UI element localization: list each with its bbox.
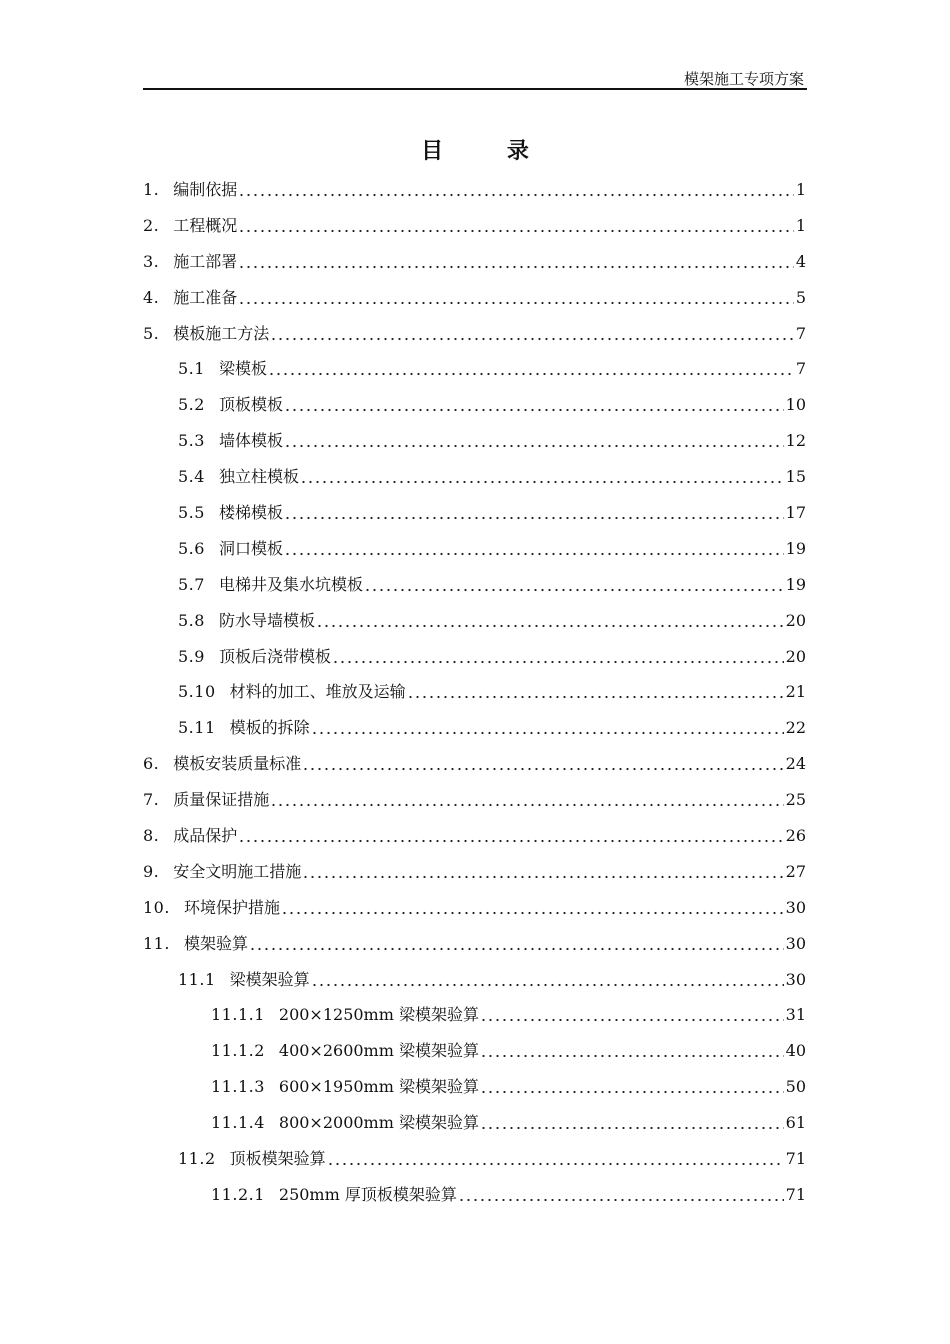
toc-dot-leader <box>302 862 783 882</box>
toc-entry[interactable] <box>143 710 806 746</box>
toc-entry-number: 11.1.2 <box>211 1041 265 1061</box>
toc-entry[interactable] <box>143 1105 806 1141</box>
toc-entry-page: 1 <box>795 215 806 235</box>
toc-entry-number: 11.2.1 <box>211 1184 265 1204</box>
toc-entry-number: 11.1.1 <box>211 1005 265 1025</box>
toc-entry[interactable] <box>143 997 806 1033</box>
toc-entry[interactable] <box>143 603 806 639</box>
toc-entry-page: 5 <box>795 287 806 307</box>
toc-entry-title: 施工部署 <box>173 251 238 271</box>
toc-entry-title: 模板安装质量标准 <box>173 754 302 774</box>
toc-entry[interactable] <box>143 387 806 423</box>
toc-entry[interactable] <box>143 280 806 316</box>
toc-dot-leader <box>238 826 783 846</box>
toc-entry-title: 独立柱模板 <box>218 467 299 487</box>
toc-entry-title: 防水导墙模板 <box>218 610 315 630</box>
toc-dot-leader <box>407 682 784 702</box>
toc-entry-page: 30 <box>785 897 806 917</box>
toc-dot-leader <box>364 575 784 595</box>
toc-entry-title: 环境保护措施 <box>183 897 280 917</box>
toc-entry[interactable] <box>143 316 806 352</box>
toc-entry-title: 顶板后浇带模板 <box>218 646 331 666</box>
toc-entry-page: 61 <box>785 1113 806 1133</box>
toc-entry-title: 成品保护 <box>173 825 238 845</box>
toc-entry[interactable] <box>143 1141 806 1177</box>
toc-dot-leader <box>327 1149 784 1169</box>
toc-entry-page: 30 <box>785 933 806 953</box>
toc-entry[interactable] <box>143 423 806 459</box>
toc-entry[interactable] <box>143 495 806 531</box>
toc-dot-leader <box>332 647 784 667</box>
toc-entry-title: 质量保证措施 <box>173 790 270 810</box>
toc-entry[interactable] <box>143 639 806 675</box>
toc-entry-page: 17 <box>785 502 806 522</box>
toc-entry[interactable] <box>143 172 806 208</box>
toc-entry-page: 7 <box>795 359 806 379</box>
toc-entry-title: 洞口模板 <box>218 538 283 558</box>
toc-dot-leader <box>311 970 784 990</box>
toc-entry[interactable] <box>143 854 806 890</box>
toc-entry[interactable] <box>143 962 806 998</box>
toc-entry-number: 9. <box>143 861 160 881</box>
toc-entry-title: 楼梯模板 <box>218 502 283 522</box>
toc-entry-title: 墙体模板 <box>218 431 283 451</box>
toc-entry-number: 11. <box>143 933 170 953</box>
running-header-title: 模架施工专项方案 <box>683 70 804 88</box>
toc-dot-leader <box>480 1005 784 1025</box>
toc-dot-leader <box>238 216 794 236</box>
header-rule <box>143 88 807 90</box>
toc-entry-title: 600×1950mm 梁模架验算 <box>278 1077 479 1097</box>
toc-entry-title: 施工准备 <box>173 287 238 307</box>
toc-entry-page: 31 <box>785 1005 806 1025</box>
toc-entry-title: 800×2000mm 梁模架验算 <box>278 1113 479 1133</box>
toc-entry-title: 编制依据 <box>173 179 238 199</box>
toc-entry-number: 5.10 <box>178 682 216 702</box>
toc-dot-leader <box>284 395 784 415</box>
toc-dot-leader <box>480 1041 784 1061</box>
toc-list <box>143 172 806 1213</box>
toc-entry-page: 19 <box>785 574 806 594</box>
toc-dot-leader <box>268 359 794 379</box>
toc-entry-page: 50 <box>785 1077 806 1097</box>
toc-entry[interactable] <box>143 926 806 962</box>
toc-entry-page: 12 <box>785 431 806 451</box>
toc-entry-page: 24 <box>785 754 806 774</box>
toc-entry[interactable] <box>143 351 806 387</box>
toc-entry[interactable] <box>143 746 806 782</box>
toc-entry-number: 4. <box>143 287 160 307</box>
toc-entry-number: 5.6 <box>178 538 205 558</box>
toc-entry-page: 71 <box>785 1184 806 1204</box>
toc-entry-page: 71 <box>785 1148 806 1168</box>
toc-dot-leader <box>238 288 794 308</box>
toc-entry[interactable] <box>143 890 806 926</box>
toc-entry-page: 40 <box>785 1041 806 1061</box>
toc-entry-number: 5. <box>143 323 160 343</box>
toc-entry-page: 4 <box>795 251 806 271</box>
toc-entry-page: 21 <box>785 682 806 702</box>
toc-entry-number: 5.5 <box>178 502 205 522</box>
toc-entry-title: 顶板模板 <box>218 395 283 415</box>
toc-dot-leader <box>458 1185 784 1205</box>
toc-dot-leader <box>281 898 784 918</box>
toc-entry-title: 250mm 厚顶板模架验算 <box>278 1184 457 1204</box>
toc-entry-title: 安全文明施工措施 <box>173 861 302 881</box>
toc-entry[interactable] <box>143 818 806 854</box>
toc-entry-title: 材料的加工、堆放及运输 <box>229 682 406 702</box>
toc-entry[interactable] <box>143 1033 806 1069</box>
toc-entry-title: 400×2600mm 梁模架验算 <box>278 1041 479 1061</box>
toc-entry-title: 200×1250mm 梁模架验算 <box>278 1005 479 1025</box>
toc-entry-number: 7. <box>143 790 160 810</box>
toc-dot-leader <box>480 1113 784 1133</box>
toc-entry-number: 11.2 <box>178 1148 216 1168</box>
toc-entry[interactable] <box>143 1069 806 1105</box>
toc-entry[interactable] <box>143 1177 806 1213</box>
toc-entry-number: 1. <box>143 179 160 199</box>
toc-entry-number: 5.1 <box>178 359 205 379</box>
toc-entry-page: 30 <box>785 969 806 989</box>
toc-entry[interactable] <box>143 567 806 603</box>
toc-entry[interactable] <box>143 782 806 818</box>
toc-dot-leader <box>249 934 784 954</box>
toc-dot-leader <box>238 252 794 272</box>
toc-entry-title: 梁模板 <box>218 359 267 379</box>
toc-entry-page: 20 <box>785 646 806 666</box>
toc-entry-page: 22 <box>785 718 806 738</box>
toc-entry[interactable] <box>143 459 806 495</box>
toc-entry-number: 3. <box>143 251 160 271</box>
toc-dot-leader <box>302 754 783 774</box>
toc-entry-page: 20 <box>785 610 806 630</box>
toc-title: 目 录 <box>421 138 557 164</box>
toc-dot-leader <box>300 467 784 487</box>
toc-entry-page: 7 <box>795 323 806 343</box>
toc-entry[interactable] <box>143 674 806 710</box>
toc-entry-title: 模板的拆除 <box>229 718 310 738</box>
toc-entry-title: 模架验算 <box>183 933 248 953</box>
toc-entry-number: 5.11 <box>178 718 216 738</box>
toc-dot-leader <box>480 1077 784 1097</box>
toc-entry-number: 11.1.4 <box>211 1113 265 1133</box>
toc-dot-leader <box>284 503 784 523</box>
toc-entry[interactable] <box>143 208 806 244</box>
toc-dot-leader <box>270 790 783 810</box>
toc-entry-number: 6. <box>143 754 160 774</box>
toc-entry-number: 5.4 <box>178 467 205 487</box>
toc-entry-number: 5.9 <box>178 646 205 666</box>
toc-entry-number: 11.1.3 <box>211 1077 265 1097</box>
toc-entry-page: 1 <box>795 179 806 199</box>
toc-entry-number: 10. <box>143 897 170 917</box>
toc-dot-leader <box>238 180 794 200</box>
toc-entry-number: 5.3 <box>178 431 205 451</box>
toc-dot-leader <box>284 539 784 559</box>
toc-entry-number: 11.1 <box>178 969 216 989</box>
toc-dot-leader <box>316 611 784 631</box>
toc-entry-page: 15 <box>785 467 806 487</box>
toc-dot-leader <box>270 324 794 344</box>
toc-entry-number: 5.2 <box>178 395 205 415</box>
toc-entry-title: 电梯井及集水坑模板 <box>218 574 363 594</box>
toc-entry-page: 25 <box>785 790 806 810</box>
toc-entry-title: 顶板模架验算 <box>229 1148 326 1168</box>
toc-entry-title: 梁模架验算 <box>229 969 310 989</box>
toc-entry[interactable] <box>143 244 806 280</box>
toc-entry-page: 26 <box>785 825 806 845</box>
toc-entry-number: 5.8 <box>178 610 205 630</box>
toc-dot-leader <box>284 431 784 451</box>
toc-entry-number: 2. <box>143 215 160 235</box>
toc-entry-title: 工程概况 <box>173 215 238 235</box>
toc-dot-leader <box>311 718 784 738</box>
toc-entry-page: 19 <box>785 538 806 558</box>
toc-entry-title: 模板施工方法 <box>173 323 270 343</box>
toc-entry[interactable] <box>143 531 806 567</box>
toc-entry-number: 5.7 <box>178 574 205 594</box>
toc-entry-number: 8. <box>143 825 160 845</box>
toc-entry-page: 10 <box>785 395 806 415</box>
toc-entry-page: 27 <box>785 861 806 881</box>
